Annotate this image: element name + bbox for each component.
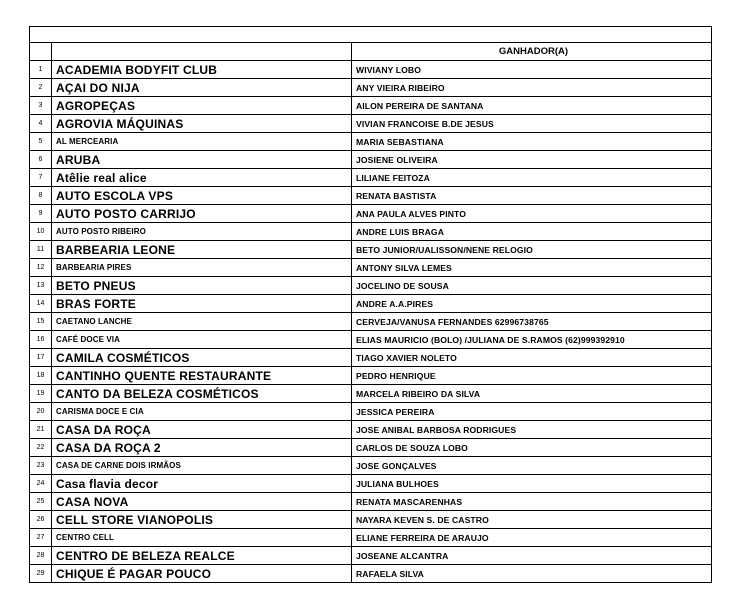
winner-name: ANY VIEIRA RIBEIRO [352,79,712,97]
row-number: 23 [30,457,52,475]
table-row [30,403,712,421]
winner-name: JOCELINO DE SOUSA [352,277,712,295]
business-name: CASA NOVA [52,493,352,511]
table-top-row [30,27,712,43]
table-row [30,205,712,223]
row-number: 6 [30,151,52,169]
business-name: BARBEARIA LEONE [52,241,352,259]
business-name: BARBEARIA PIRES [52,259,352,277]
business-name: BRAS FORTE [52,295,352,313]
row-number: 5 [30,133,52,151]
winner-name: ELIANE FERREIRA DE ARAUJO [352,529,712,547]
winner-name: ANDRE LUIS BRAGA [352,223,712,241]
winner-name: MARIA SEBASTIANA [352,133,712,151]
row-number: 13 [30,277,52,295]
business-name: CAETANO LANCHE [52,313,352,331]
winner-name: ELIAS MAURICIO (BOLO) /JULIANA DE S.RAMOS (62)999392910 [352,331,712,349]
table-row [30,61,712,79]
row-number: 29 [30,565,52,583]
table-row [30,493,712,511]
winner-name: BETO JUNIOR/UALISSON/NENE RELOGIO [352,241,712,259]
business-name: BETO PNEUS [52,277,352,295]
header-number-cell [30,43,52,61]
winner-name: MARCELA RIBEIRO DA SILVA [352,385,712,403]
table-row [30,475,712,493]
business-name: CANTO DA BELEZA COSMÉTICOS [52,385,352,403]
table-row [30,259,712,277]
row-number: 8 [30,187,52,205]
business-name: AL MERCEARIA [52,133,352,151]
table-row [30,349,712,367]
table-row [30,169,712,187]
table-row [30,385,712,403]
table-row [30,97,712,115]
business-name: CASA DA ROÇA 2 [52,439,352,457]
row-number: 21 [30,421,52,439]
table-row [30,151,712,169]
row-number: 20 [30,403,52,421]
winner-name: JOSE ANIBAL BARBOSA RODRIGUES [352,421,712,439]
row-number: 15 [30,313,52,331]
winner-name: RENATA MASCARENHAS [352,493,712,511]
winner-name: PEDRO HENRIQUE [352,367,712,385]
winner-name: JESSICA PEREIRA [352,403,712,421]
table-row [30,529,712,547]
business-name: ACADEMIA BODYFIT CLUB [52,61,352,79]
row-number: 27 [30,529,52,547]
row-number: 7 [30,169,52,187]
winner-name: JOSIENE OLIVEIRA [352,151,712,169]
business-name: AÇAI DO NIJA [52,79,352,97]
winner-name: JULIANA BULHOES [352,475,712,493]
winner-name: NAYARA KEVEN S. DE CASTRO [352,511,712,529]
table-header-row [30,43,712,61]
winner-name: AILON PEREIRA DE SANTANA [352,97,712,115]
business-name: CASA DE CARNE DOIS IRMÃOS [52,457,352,475]
business-name: Atêlie real alice [52,169,352,187]
row-number: 11 [30,241,52,259]
table-row [30,457,712,475]
table-row [30,421,712,439]
row-number: 4 [30,115,52,133]
business-name: Casa flavia decor [52,475,352,493]
table-row [30,439,712,457]
business-name: CELL STORE VIANOPOLIS [52,511,352,529]
winner-name: ANTONY SILVA LEMES [352,259,712,277]
business-name: AGROVIA MÁQUINAS [52,115,352,133]
row-number: 12 [30,259,52,277]
winner-name: CERVEJA/VANUSA FERNANDES 62996738765 [352,313,712,331]
winner-name: CARLOS DE SOUZA LOBO [352,439,712,457]
row-number: 18 [30,367,52,385]
business-name: AUTO POSTO RIBEIRO [52,223,352,241]
winner-name: WIVIANY LOBO [352,61,712,79]
winner-name: ANA PAULA ALVES PINTO [352,205,712,223]
row-number: 10 [30,223,52,241]
table-row [30,223,712,241]
business-name: CHIQUE É PAGAR POUCO [52,565,352,583]
table-row [30,277,712,295]
winners-table [29,26,712,583]
table-row [30,565,712,583]
row-number: 28 [30,547,52,565]
table-row [30,511,712,529]
business-name: CENTRO DE BELEZA REALCE [52,547,352,565]
table-row [30,79,712,97]
business-name: CASA DA ROÇA [52,421,352,439]
row-number: 1 [30,61,52,79]
table-row [30,367,712,385]
winner-name: VIVIAN FRANCOISE B.DE JESUS [352,115,712,133]
winner-name: JOSE GONÇALVES [352,457,712,475]
business-name: AUTO POSTO CARRIJO [52,205,352,223]
winner-name: LILIANE FEITOZA [352,169,712,187]
row-number: 2 [30,79,52,97]
row-number: 26 [30,511,52,529]
row-number: 3 [30,97,52,115]
winner-name: TIAGO XAVIER NOLETO [352,349,712,367]
business-name: ARUBA [52,151,352,169]
business-name: CAFÉ DOCE VIA [52,331,352,349]
row-number: 14 [30,295,52,313]
row-number: 24 [30,475,52,493]
top-blank-cell [30,27,712,43]
table-row [30,295,712,313]
business-name: CAMILA COSMÉTICOS [52,349,352,367]
table-body [30,27,712,583]
row-number: 22 [30,439,52,457]
business-name: AUTO ESCOLA VPS [52,187,352,205]
row-number: 19 [30,385,52,403]
business-name: CENTRO CELL [52,529,352,547]
business-name: CARISMA DOCE E CIA [52,403,352,421]
winner-name: ANDRE A.A.PIRES [352,295,712,313]
header-business-cell [52,43,352,61]
table-row [30,187,712,205]
row-number: 17 [30,349,52,367]
winner-name: RENATA BASTISTA [352,187,712,205]
row-number: 16 [30,331,52,349]
row-number: 9 [30,205,52,223]
row-number: 25 [30,493,52,511]
table-row [30,241,712,259]
table-row [30,331,712,349]
table-row [30,313,712,331]
table-row [30,115,712,133]
table-row [30,133,712,151]
business-name: AGROPEÇAS [52,97,352,115]
table-row [30,547,712,565]
winner-name: RAFAELA SILVA [352,565,712,583]
winner-name: JOSEANE ALCANTRA [352,547,712,565]
header-winner-label: GANHADOR(A) [352,43,712,61]
business-name: CANTINHO QUENTE RESTAURANTE [52,367,352,385]
